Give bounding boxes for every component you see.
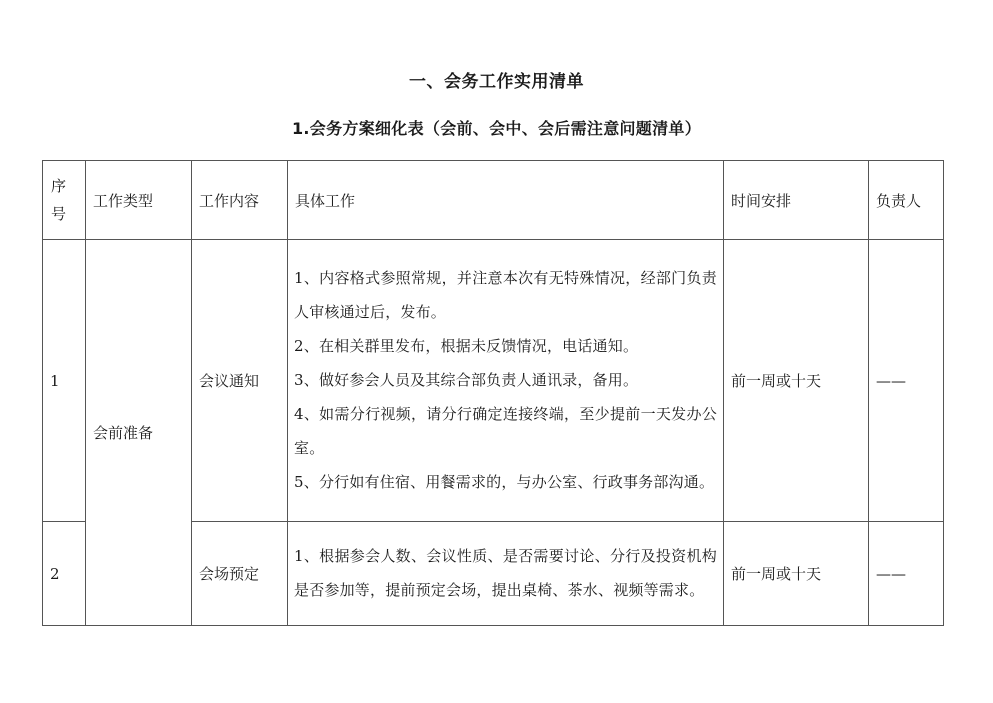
detail-item: 4、如需分行视频，请分行确定连接终端，至少提前一天发办公室。 [294,405,717,457]
detail-item: 1、内容格式参照常规，并注意本次有无特殊情况，经部门负责人审核通过后，发布。 [294,269,717,321]
row-time: 前一周或十天 [724,522,869,626]
work-type-cell: 会前准备 [86,240,192,626]
header-detail: 具体工作 [288,161,724,240]
header-time: 时间安排 [724,161,869,240]
table-header-row [43,161,944,240]
detail-item: 1、根据参会人数、会议性质、是否需要讨论、分行及投资机构是否参加等，提前预定会场，提出桌椅、茶水、视频等需求。 [294,547,717,599]
header-type: 工作类型 [86,161,192,240]
row-owner: —— [869,240,944,522]
row-detail [288,522,724,626]
header-owner: 负责人 [869,161,944,240]
row-owner: —— [869,522,944,626]
detail-item: 3、做好参会人员及其综合部负责人通讯录，备用。 [294,371,639,389]
header-content: 工作内容 [192,161,288,240]
document-subtitle: 1.会务方案细化表（会前、会中、会后需注意问题清单） [291,119,701,138]
row-seq: 1 [43,240,86,522]
row-seq: 2 [43,522,86,626]
table-row [43,240,944,522]
row-detail [288,240,724,522]
detail-item: 5、分行如有住宿、用餐需求的，与办公室、行政事务部沟通。 [294,473,715,491]
row-content: 会场预定 [192,522,288,626]
detail-item: 2、在相关群里发布，根据未反馈情况，电话通知。 [294,337,639,355]
meeting-checklist-table [42,160,944,626]
row-time: 前一周或十天 [724,240,869,522]
document-title: 一、会务工作实用清单 [409,72,584,92]
header-seq: 序号 [43,161,86,240]
row-content: 会议通知 [192,240,288,522]
